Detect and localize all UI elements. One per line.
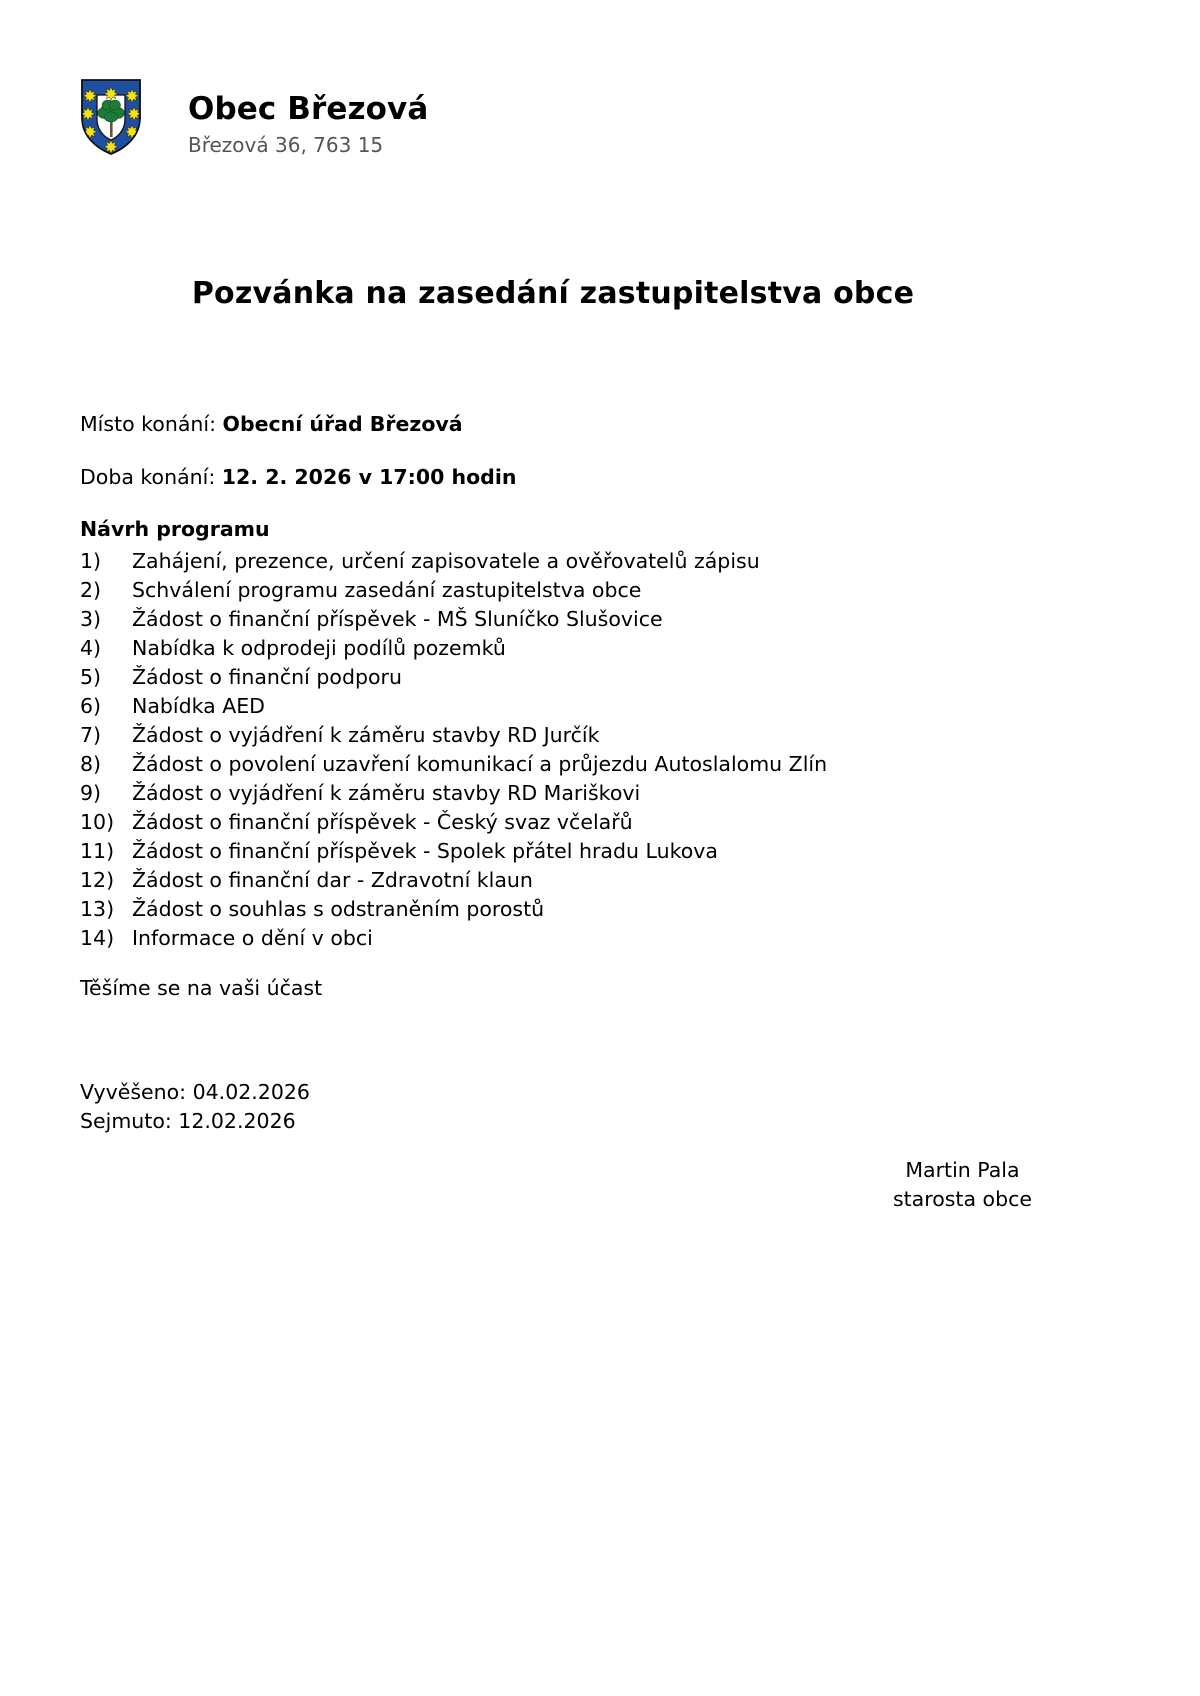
header-text-block bbox=[188, 78, 428, 157]
document-body bbox=[80, 414, 1080, 999]
meeting-time-value: 12. 2. 2026 v 17:00 hodin bbox=[221, 464, 517, 489]
list-item-label: Žádost o finanční příspěvek - Spolek přátel hradu Lukova bbox=[132, 838, 718, 863]
list-item-number: 4) bbox=[80, 635, 102, 660]
list-item bbox=[80, 867, 1080, 892]
list-item bbox=[80, 751, 1080, 776]
signatory-name: Martin Pala bbox=[905, 1158, 1020, 1182]
program-list bbox=[80, 548, 1080, 950]
list-item bbox=[80, 809, 1080, 834]
posted-date: Vyvěšeno: 04.02.2026 bbox=[80, 1080, 310, 1104]
list-item bbox=[80, 606, 1080, 631]
list-item bbox=[80, 896, 1080, 921]
list-item bbox=[80, 925, 1080, 950]
list-item-number: 8) bbox=[80, 751, 102, 776]
page-title: Pozvánka na zasedání zastupitelstva obce bbox=[191, 276, 915, 311]
list-item-label: Nabídka AED bbox=[132, 693, 265, 718]
list-item-number: 3) bbox=[80, 606, 102, 631]
meeting-place-value: Obecní úřad Březová bbox=[222, 412, 463, 436]
list-item bbox=[80, 548, 1080, 573]
list-item-label: Zahájení, prezence, určení zapisovatele a ověřovatelů zápisu bbox=[132, 548, 760, 573]
list-item bbox=[80, 635, 1080, 660]
list-item-label: Žádost o finanční podporu bbox=[132, 664, 402, 689]
list-item-label: Nabídka k odprodeji podílů pozemků bbox=[132, 635, 506, 660]
coat-of-arms-icon bbox=[80, 78, 142, 156]
list-item-number: 11) bbox=[80, 838, 115, 863]
list-item-number: 5) bbox=[80, 664, 102, 689]
list-item-number: 7) bbox=[80, 722, 102, 747]
list-item bbox=[80, 664, 1080, 689]
list-item-number: 12) bbox=[80, 867, 115, 892]
list-item-label: Žádost o souhlas s odstraněním porostů bbox=[132, 896, 545, 921]
signatory-role: starosta obce bbox=[892, 1187, 1032, 1212]
meeting-time-label: Doba konání: bbox=[80, 464, 222, 489]
list-item bbox=[80, 577, 1080, 602]
list-item bbox=[80, 693, 1080, 718]
document-header bbox=[80, 78, 428, 157]
meeting-place-line bbox=[80, 414, 1080, 435]
list-item-label: Schválení programu zasedání zastupitelstva obce bbox=[132, 577, 642, 602]
list-item bbox=[80, 722, 1080, 747]
posting-dates bbox=[80, 1078, 310, 1136]
list-item bbox=[80, 780, 1080, 805]
list-item-number: 14) bbox=[80, 925, 115, 950]
list-item-label: Žádost o povolení uzavření komunikací a průjezdu Autoslalomu Zlín bbox=[132, 751, 828, 776]
removed-date: Sejmuto: 12.02.2026 bbox=[80, 1109, 296, 1134]
program-heading: Návrh programu bbox=[80, 517, 270, 541]
closing-line: Těšíme se na vaši účast bbox=[80, 976, 323, 1000]
list-item-label: Žádost o finanční příspěvek - Český svaz včelařů bbox=[132, 809, 633, 834]
meeting-place-label: Místo konání: bbox=[80, 412, 223, 436]
signature-block bbox=[893, 1156, 1032, 1214]
list-item-number: 6) bbox=[80, 693, 102, 718]
list-item-number: 9) bbox=[80, 780, 102, 805]
list-item-number: 1) bbox=[80, 548, 102, 573]
list-item-number: 13) bbox=[80, 896, 115, 921]
list-item-label: Informace o dění v obci bbox=[132, 925, 373, 950]
list-item-label: Žádost o finanční dar - Zdravotní klaun bbox=[132, 867, 533, 892]
list-item-label: Žádost o vyjádření k záměru stavby RD Mariškovi bbox=[132, 780, 641, 805]
meeting-time-line bbox=[80, 464, 1080, 489]
organization-name: Obec Březová bbox=[188, 91, 429, 127]
list-item-number: 10) bbox=[80, 809, 115, 834]
list-item-number: 2) bbox=[80, 577, 102, 602]
list-item-label: Žádost o vyjádření k záměru stavby RD Jurčík bbox=[132, 722, 600, 747]
list-item bbox=[80, 838, 1080, 863]
organization-address: Březová 36, 763 15 bbox=[188, 132, 384, 157]
list-item-label: Žádost o finanční příspěvek - MŠ Sluníčko Slušovice bbox=[132, 606, 663, 631]
